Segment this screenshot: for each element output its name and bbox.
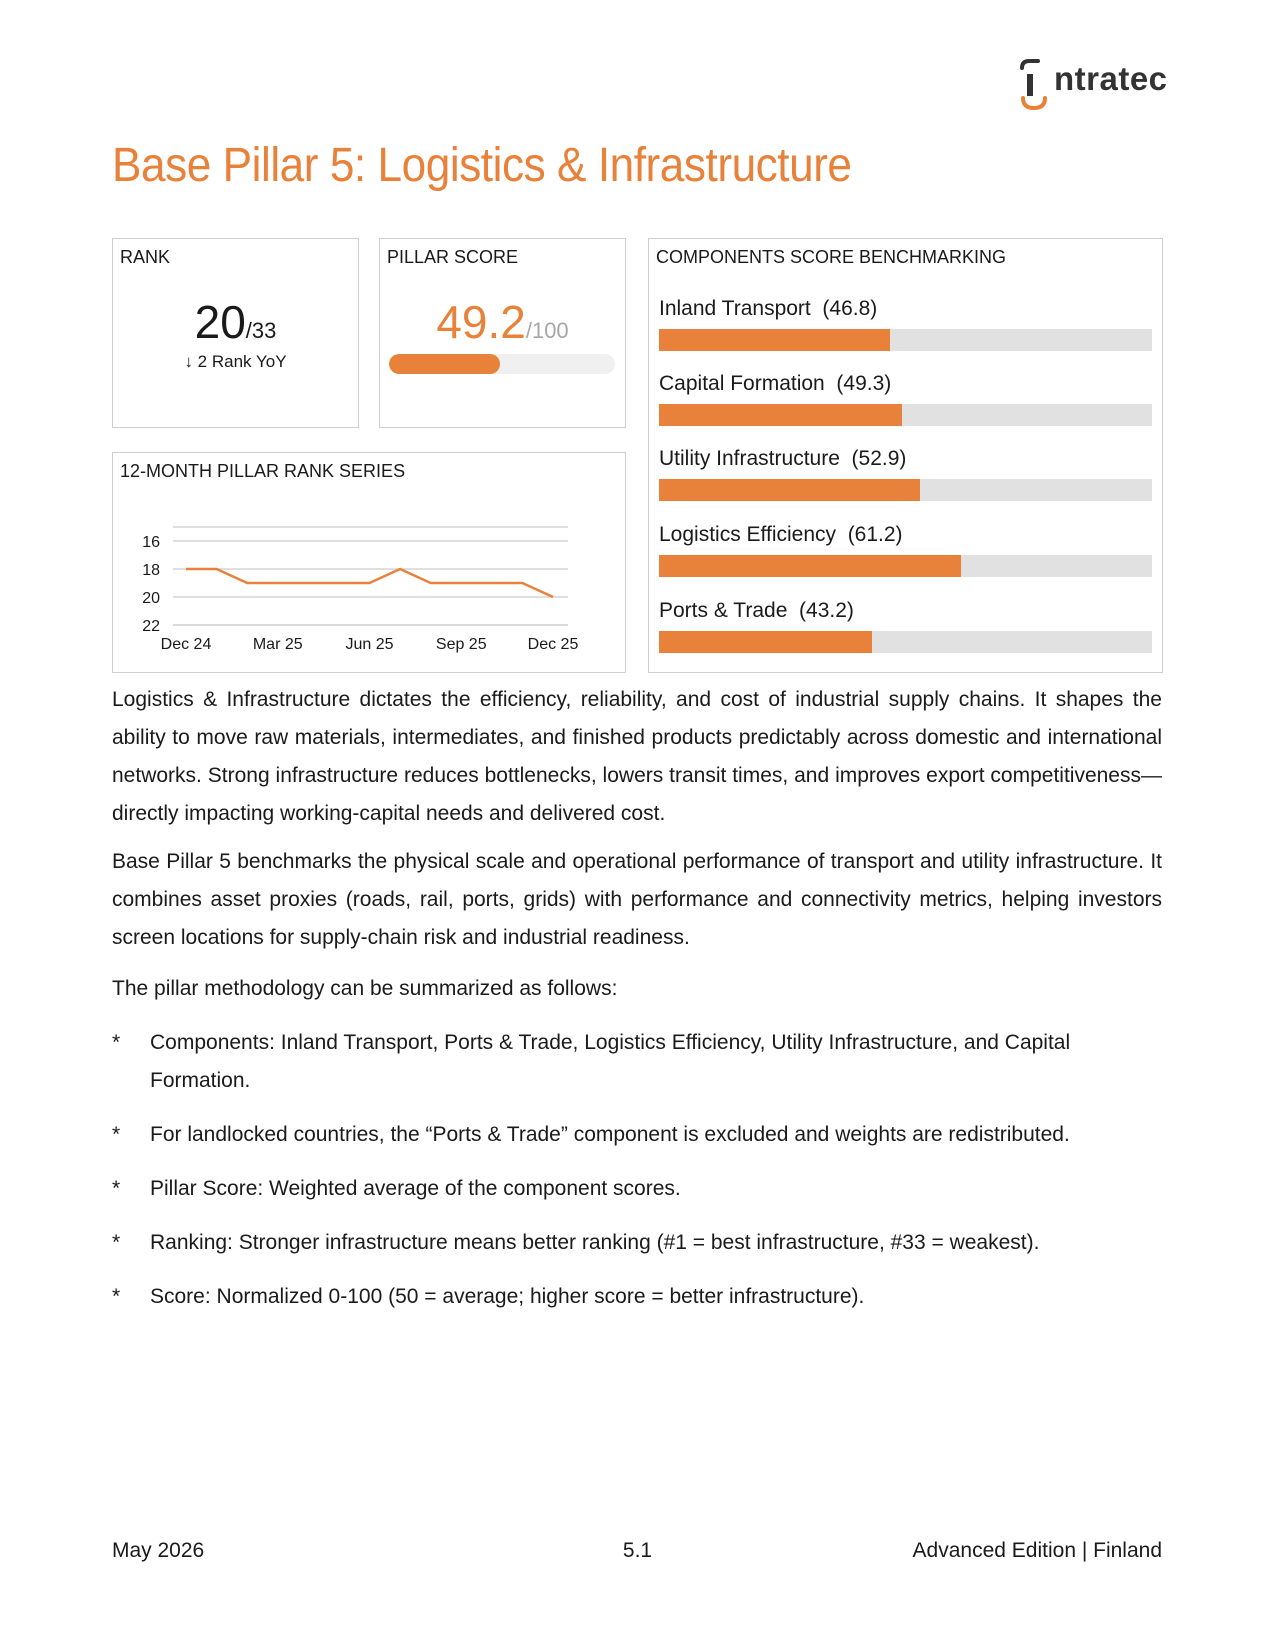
- footer-edition: Advanced Edition | Finland: [912, 1539, 1162, 1562]
- methodology-item: [112, 1278, 1162, 1316]
- components-benchmark-card: [648, 238, 1163, 673]
- methodology-item-text: For landlocked countries, the “Ports & Trade” component is excluded and weights are redistributed.: [150, 1123, 1070, 1146]
- benchmark-item-inland-transport: [659, 297, 1152, 351]
- rank-card: [112, 238, 359, 428]
- rank-value-group: [113, 295, 358, 349]
- methodology-item: [112, 1116, 1162, 1154]
- footer-page-number: 5.1: [622, 1539, 653, 1562]
- y-tick-label: 18: [142, 562, 160, 579]
- rank-series-card: [112, 452, 626, 673]
- methodology-intro: The pillar methodology can be summarized as follows:: [112, 977, 618, 1000]
- logo-i-mark-icon: [1018, 58, 1054, 112]
- intratec-logo: [1018, 56, 1168, 112]
- benchmark-bar-fill: [659, 479, 920, 501]
- x-tick-label: Dec 24: [160, 636, 212, 653]
- methodology-item-text: Pillar Score: Weighted average of the component scores.: [150, 1177, 681, 1200]
- benchmark-item-capital-formation: [659, 372, 1152, 426]
- intro-paragraph: Logistics & Infrastructure dictates the efficiency, reliability, and cost of industrial supply chains. It shapes the ability to move raw materials, intermediates, and finished products predictably across domestic and international networks. Strong infrastructure reduces bottlenecks, lowers transit times, and improves export competitiveness—directly impacting working-capital needs and delivered cost.: [112, 688, 1162, 825]
- rank-series-title: 12-MONTH PILLAR RANK SERIES: [120, 461, 406, 481]
- methodology-item: [112, 1024, 1162, 1100]
- benchmark-bar-track: [659, 555, 1152, 577]
- methodology-list: [112, 1024, 1162, 1332]
- rank-label: RANK: [120, 247, 171, 267]
- benchmark-item-label: Capital Formation (49.3): [659, 372, 892, 395]
- bullet-marker: *: [112, 1031, 121, 1054]
- methodology-item-text: Score: Normalized 0-100 (50 = average; higher score = better infrastructure).: [150, 1285, 865, 1308]
- benchmark-bar-fill: [659, 631, 872, 653]
- x-tick-label: Mar 25: [252, 636, 303, 653]
- pillar-score-max: /100: [525, 318, 569, 343]
- x-tick-label: Sep 25: [435, 636, 487, 653]
- benchmark-bar-track: [659, 329, 1152, 351]
- y-tick-label: 20: [142, 590, 160, 607]
- benchmark-paragraph: Base Pillar 5 benchmarks the physical scale and operational performance of transport and utility infrastructure. It combines asset proxies (roads, rail, ports, grids) with performance and connectivity metrics, helping investors screen locations for supply-chain risk and industrial readiness.: [112, 850, 1162, 949]
- methodology-item-text: Components: Inland Transport, Ports & Trade, Logistics Efficiency, Utility Infrastructure, and Capital Formation.: [150, 1031, 1071, 1092]
- rank-series-chart: [113, 453, 625, 672]
- pillar-score-value: 49.2: [436, 296, 526, 348]
- benchmark-bar-track: [659, 404, 1152, 426]
- bullet-marker: *: [112, 1285, 121, 1308]
- benchmark-bar-track: [659, 479, 1152, 501]
- page-title: Base Pillar 5: Logistics & Infrastructure: [112, 139, 852, 192]
- methodology-item-text: Ranking: Stronger infrastructure means better ranking (#1 = best infrastructure, #33 = weakest).: [150, 1231, 1040, 1254]
- pillar-score-label: PILLAR SCORE: [387, 247, 519, 267]
- y-tick-label: 16: [142, 534, 160, 551]
- benchmark-item-logistics-efficiency: [659, 523, 1152, 577]
- bullet-marker: *: [112, 1231, 121, 1254]
- x-tick-label: Dec 25: [527, 636, 579, 653]
- components-benchmark-title: COMPONENTS SCORE BENCHMARKING: [656, 247, 1007, 267]
- methodology-item: [112, 1170, 1162, 1208]
- pillar-score-card: [379, 238, 626, 428]
- x-tick-label: Jun 25: [345, 636, 394, 653]
- benchmark-item-label: Utility Infrastructure (52.9): [659, 447, 907, 470]
- pillar-score-progress-bar: [389, 354, 615, 374]
- benchmark-item-label: Ports & Trade (43.2): [659, 599, 854, 622]
- footer-date: May 2026: [112, 1539, 205, 1562]
- y-tick-label: 22: [142, 618, 160, 635]
- pillar-score-progress-fill: [389, 354, 500, 374]
- rank-series-line: [186, 569, 553, 597]
- benchmark-bar-track: [659, 631, 1152, 653]
- methodology-item: [112, 1224, 1162, 1262]
- benchmark-item-label: Inland Transport (46.8): [659, 297, 878, 320]
- rank-yoy-change: ↓ 2 Rank YoY: [184, 352, 287, 371]
- benchmark-item-ports-trade: [659, 599, 1152, 653]
- rank-total: /33: [245, 318, 277, 343]
- benchmark-item-label: Logistics Efficiency (61.2): [659, 523, 903, 546]
- bullet-marker: *: [112, 1123, 121, 1146]
- benchmark-item-utility-infrastructure: [659, 447, 1152, 501]
- rank-value: 20: [194, 296, 246, 348]
- benchmark-bar-fill: [659, 404, 902, 426]
- logo-wordmark: ntratec: [1054, 60, 1168, 97]
- benchmark-bar-fill: [659, 555, 961, 577]
- pillar-score-value-group: [380, 295, 625, 349]
- benchmark-bar-fill: [659, 329, 890, 351]
- bullet-marker: *: [112, 1177, 121, 1200]
